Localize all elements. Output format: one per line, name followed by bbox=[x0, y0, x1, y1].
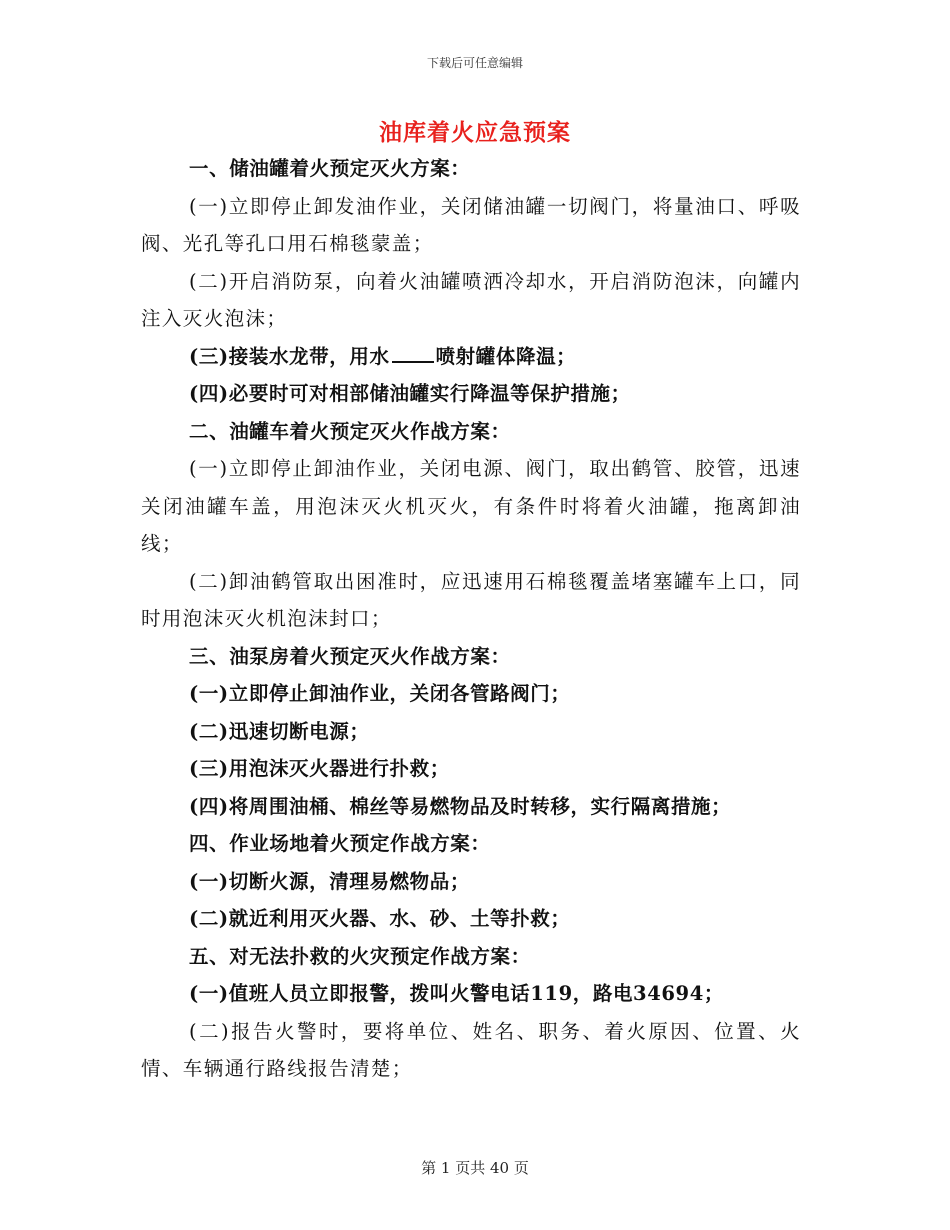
paragraph-3-1: (一)立即停止卸油作业，关闭各管路阀门； bbox=[189, 682, 571, 705]
paragraph-1-3-after: 喷射罐体降温； bbox=[435, 344, 577, 368]
paragraph-3-4: (四)将周围油桶、棉丝等易燃物品及时转移，实行隔离措施； bbox=[189, 794, 732, 818]
paragraph-3-3: (三)用泡沫灭火器进行扑救； bbox=[189, 757, 450, 780]
paragraph-1-1: (一)立即停止卸发油作业，关闭储油罐一切阀门，将量油口、呼吸阀、光孔等孔口用石棉毯蒙盖； bbox=[141, 194, 801, 255]
section-heading-2: 二、油罐车着火预定灭火作战方案： bbox=[189, 419, 511, 443]
section-heading-1: 一、储油罐着火预定灭火方案： bbox=[189, 157, 471, 180]
section-heading-3: 三、油泵房着火预定灭火作战方案： bbox=[189, 644, 511, 668]
paragraph-1-3-before: (三)接装水龙带，用水 bbox=[189, 344, 390, 368]
paragraph-4-2: (二)就近利用灭火器、水、砂、土等扑救； bbox=[189, 907, 571, 930]
paragraph-3-2: (二)迅速切断电源； bbox=[189, 719, 370, 743]
fill-in-blank bbox=[392, 345, 434, 363]
paragraph-5-2: (二)报告火警时，要将单位、姓名、职务、着火原因、位置、火情、车辆通行路线报告清楚； bbox=[141, 1019, 801, 1080]
section-heading-5: 五、对无法扑救的火灾预定作战方案： bbox=[189, 944, 531, 968]
paragraph-5-1: (一)值班人员立即报警，拨叫火警电话119，路电34694； bbox=[189, 982, 724, 1005]
paragraph-1-4: (四)必要时可对相部储油罐实行降温等保护措施； bbox=[189, 382, 631, 405]
paragraph-2-2: (二)卸油鹤管取出困准时，应迅速用石棉毯覆盖堵塞罐车上口，同时用泡沫灭火机泡沫封口； bbox=[141, 569, 801, 630]
paragraph-2-1: (一)立即停止卸油作业，关闭电源、阀门，取出鹤管、胶管，迅速关闭油罐车盖，用泡沫灭火机灭火，有条件时将着火油罐，拖离卸油线； bbox=[141, 457, 801, 555]
paragraph-4-1: (一)切断火源，清理易燃物品； bbox=[189, 869, 470, 893]
page-footer-number: 第 1 页共 40 页 bbox=[421, 1159, 529, 1177]
section-heading-4: 四、作业场地着火预定作战方案： bbox=[189, 832, 491, 855]
document-title: 油库着火应急预案 bbox=[379, 119, 571, 146]
paragraph-1-2: (二)开启消防泵，向着火油罐喷洒冷却水，开启消防泡沫，向罐内注入灭火泡沫； bbox=[141, 269, 801, 330]
document-body bbox=[141, 150, 801, 1088]
page-header-note: 下载后可任意编辑 bbox=[426, 56, 523, 70]
paragraph-1-3 bbox=[141, 338, 801, 376]
